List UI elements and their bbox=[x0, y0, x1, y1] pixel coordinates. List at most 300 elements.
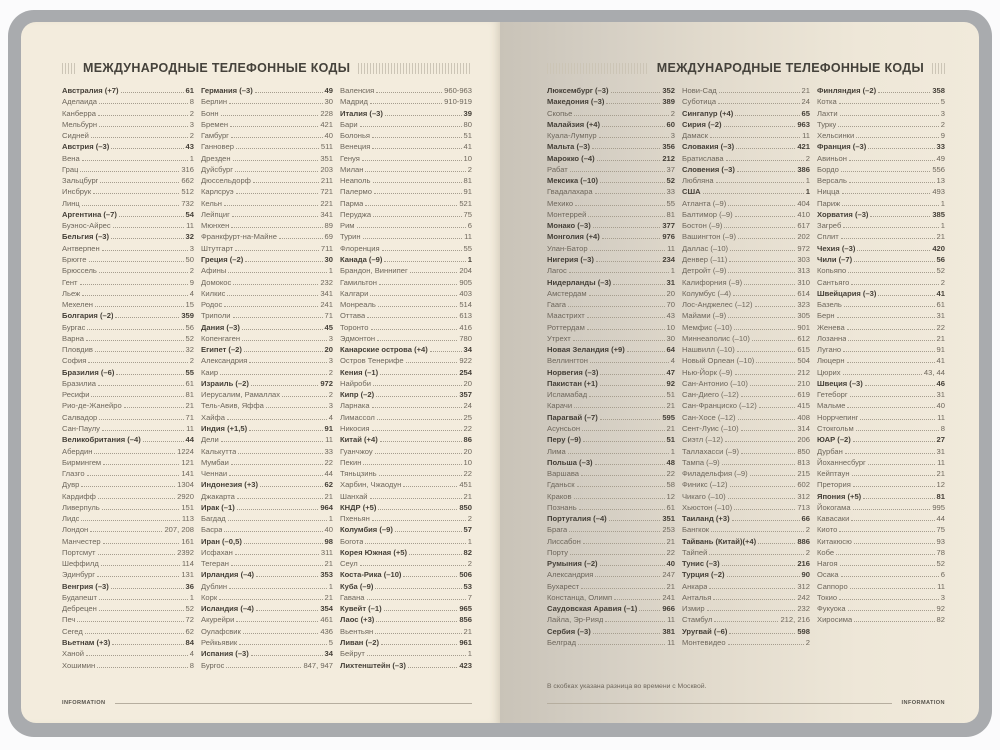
entry-label: Багдад bbox=[201, 514, 226, 524]
dot-leader bbox=[589, 295, 665, 296]
entry-code: 206 bbox=[797, 435, 810, 445]
entry-code: 51 bbox=[666, 390, 675, 400]
entry-label: Нови-Сад bbox=[682, 86, 717, 95]
entry-label: Грац bbox=[62, 164, 79, 174]
dot-leader bbox=[847, 329, 935, 330]
entry-label: Салвадор bbox=[62, 412, 98, 422]
entry-label: Варна bbox=[62, 333, 84, 343]
entry-label: Порту bbox=[547, 547, 569, 557]
country-code-row bbox=[340, 615, 472, 626]
dot-leader bbox=[227, 419, 327, 420]
city-code-row bbox=[340, 278, 472, 289]
city-code-row bbox=[201, 514, 333, 525]
country-code-row bbox=[547, 413, 675, 424]
dot-leader bbox=[377, 340, 457, 341]
entry-label: Домокос bbox=[201, 277, 232, 287]
entry-code: 11 bbox=[667, 638, 675, 648]
dot-leader bbox=[124, 407, 184, 408]
dot-leader bbox=[363, 464, 461, 465]
entry-label: Канада (–9) bbox=[340, 254, 383, 264]
city-code-row bbox=[340, 154, 472, 165]
dot-leader bbox=[82, 160, 188, 161]
dot-leader bbox=[718, 103, 799, 104]
city-code-row bbox=[547, 469, 675, 480]
entry-label: Лозанна bbox=[817, 333, 847, 343]
entry-code: 20 bbox=[463, 378, 472, 388]
entry-label: Ченнаи bbox=[201, 469, 228, 479]
city-code-row bbox=[817, 548, 945, 559]
entry-code: 421 bbox=[797, 142, 810, 152]
city-code-row bbox=[817, 356, 945, 367]
codes-column bbox=[817, 86, 945, 683]
entry-label: Венгрия (–3) bbox=[62, 581, 109, 591]
entry-label: Дувр bbox=[62, 480, 80, 490]
entry-code: 421 bbox=[320, 119, 333, 129]
city-code-row bbox=[817, 604, 945, 615]
entry-label: Рейкьявик bbox=[201, 638, 238, 648]
city-code-row bbox=[547, 165, 675, 176]
dot-leader bbox=[370, 498, 462, 499]
entry-label: Шанхай bbox=[340, 491, 368, 501]
entry-code: 8 bbox=[189, 97, 194, 107]
dot-leader bbox=[593, 227, 661, 228]
city-code-row bbox=[340, 334, 472, 345]
country-code-row bbox=[62, 582, 194, 593]
entry-code: 241 bbox=[662, 592, 675, 602]
dot-leader bbox=[582, 430, 665, 431]
city-code-row bbox=[817, 458, 945, 469]
entry-code: 11 bbox=[937, 412, 945, 422]
city-code-row bbox=[62, 300, 194, 311]
city-code-row bbox=[682, 176, 810, 187]
city-code-row bbox=[817, 582, 945, 593]
dot-leader bbox=[255, 92, 323, 93]
dot-leader bbox=[111, 238, 183, 239]
dot-leader bbox=[373, 216, 461, 217]
city-code-row bbox=[817, 165, 945, 176]
dot-leader bbox=[88, 362, 187, 363]
city-code-row bbox=[547, 199, 675, 210]
entry-code: 52 bbox=[936, 266, 945, 276]
country-code-row bbox=[62, 311, 194, 322]
city-code-row bbox=[817, 154, 945, 165]
dot-leader bbox=[235, 250, 319, 251]
dot-leader bbox=[233, 317, 323, 318]
entry-code: 24 bbox=[463, 401, 472, 411]
city-code-row bbox=[682, 368, 810, 379]
dot-leader bbox=[378, 306, 457, 307]
city-code-row bbox=[682, 311, 810, 322]
city-code-row bbox=[201, 165, 333, 176]
city-code-row bbox=[62, 649, 194, 660]
city-code-row bbox=[201, 627, 333, 638]
country-code-row bbox=[62, 142, 194, 153]
dot-leader bbox=[99, 419, 183, 420]
city-code-row bbox=[62, 390, 194, 401]
dot-leader bbox=[595, 576, 660, 577]
entry-label: Бари bbox=[340, 119, 358, 129]
entry-code: 44 bbox=[936, 514, 945, 524]
country-code-row bbox=[547, 379, 675, 390]
city-code-row bbox=[682, 131, 810, 142]
entry-code: 161 bbox=[181, 536, 194, 546]
city-code-row bbox=[817, 323, 945, 334]
codes-column bbox=[62, 86, 194, 683]
city-code-row bbox=[682, 255, 810, 266]
entry-label: Египет (–2) bbox=[201, 345, 242, 355]
entry-label: Колумбия (–9) bbox=[340, 525, 393, 535]
dot-leader bbox=[375, 633, 461, 634]
entry-code: 21 bbox=[936, 333, 945, 343]
dot-leader bbox=[266, 407, 327, 408]
dot-leader bbox=[224, 205, 318, 206]
entry-code: 314 bbox=[797, 423, 810, 433]
country-code-row bbox=[547, 458, 675, 469]
entry-code: 423 bbox=[459, 660, 472, 670]
entry-label: Польша (–3) bbox=[547, 457, 593, 467]
entry-code: 15 bbox=[185, 300, 194, 310]
entry-label: Ганновер bbox=[201, 142, 234, 152]
city-code-row bbox=[817, 266, 945, 277]
entry-label: Лайла, Эр-Рияд bbox=[547, 615, 604, 625]
entry-code: 22 bbox=[463, 423, 472, 433]
city-code-row bbox=[547, 356, 675, 367]
entry-label: Льеж bbox=[62, 288, 81, 298]
dot-leader bbox=[82, 205, 180, 206]
entry-code: 11 bbox=[937, 457, 945, 467]
dot-leader bbox=[382, 250, 462, 251]
entry-label: Тегеран bbox=[201, 559, 229, 569]
entry-label: Калькутта bbox=[201, 446, 237, 456]
city-code-row bbox=[682, 266, 810, 277]
entry-code: 521 bbox=[459, 198, 472, 208]
entry-label: Инсбрук bbox=[62, 187, 92, 197]
entry-code: 922 bbox=[459, 356, 472, 366]
country-code-row bbox=[201, 86, 333, 97]
dot-leader bbox=[256, 610, 318, 611]
city-code-row bbox=[340, 221, 472, 232]
entry-label: Асунсьон bbox=[547, 423, 581, 433]
dot-leader bbox=[843, 374, 922, 375]
entry-code: 36 bbox=[185, 581, 194, 591]
entry-label: Куба (–9) bbox=[340, 581, 374, 591]
entry-label: Цюрих bbox=[817, 367, 841, 377]
entry-code: 40 bbox=[324, 525, 333, 535]
dot-leader bbox=[143, 441, 184, 442]
entry-code: 44 bbox=[324, 469, 333, 479]
dot-leader bbox=[722, 464, 796, 465]
entry-code: 961 bbox=[459, 638, 472, 648]
city-code-row bbox=[682, 390, 810, 401]
city-code-row bbox=[201, 187, 333, 198]
dot-leader bbox=[728, 644, 804, 645]
city-code-row bbox=[682, 86, 810, 97]
entry-label: Хельсинки bbox=[817, 131, 855, 141]
city-code-row bbox=[682, 232, 810, 243]
entry-code: 972 bbox=[797, 243, 810, 253]
city-code-row bbox=[62, 627, 194, 638]
entry-label: Дюссельдорф bbox=[201, 176, 251, 186]
country-code-row bbox=[340, 548, 472, 559]
entry-code: 21 bbox=[666, 423, 675, 433]
city-code-row bbox=[62, 424, 194, 435]
city-code-row bbox=[817, 447, 945, 458]
entry-code: 21 bbox=[936, 469, 945, 479]
entry-code: 3 bbox=[328, 356, 333, 366]
city-code-row bbox=[817, 537, 945, 548]
city-code-row bbox=[682, 199, 810, 210]
entry-label: Тунис (–3) bbox=[682, 559, 720, 569]
entry-label: Калифорния (–9) bbox=[682, 277, 743, 287]
dot-leader bbox=[408, 667, 457, 668]
dot-leader bbox=[719, 92, 800, 93]
entry-label: Кавасаки bbox=[817, 514, 850, 524]
entry-code: 416 bbox=[459, 322, 472, 332]
entry-code: 813 bbox=[797, 457, 810, 467]
city-code-row bbox=[817, 413, 945, 424]
dot-leader bbox=[878, 92, 930, 93]
city-code-row bbox=[340, 176, 472, 187]
dot-leader bbox=[849, 182, 935, 183]
entry-label: Фукуока bbox=[817, 604, 846, 614]
entry-label: София bbox=[62, 356, 87, 366]
entry-code: 711 bbox=[320, 243, 333, 253]
dot-leader bbox=[239, 644, 327, 645]
entry-label: Эдинбург bbox=[62, 570, 95, 580]
entry-code: 21 bbox=[185, 401, 194, 411]
dot-leader bbox=[87, 475, 180, 476]
entry-label: Малайзия (+4) bbox=[547, 119, 601, 129]
entry-code: 131 bbox=[181, 570, 194, 580]
entry-code: 1 bbox=[805, 176, 810, 186]
entry-code: 3 bbox=[189, 243, 194, 253]
dot-leader bbox=[77, 621, 183, 622]
entry-code: 312 bbox=[797, 581, 810, 591]
entry-code: 57 bbox=[463, 525, 472, 535]
dot-leader bbox=[839, 531, 934, 532]
entry-label: Дели bbox=[201, 435, 219, 445]
entry-label: Новая Зеландия (+9) bbox=[547, 345, 625, 355]
country-code-row bbox=[547, 86, 675, 97]
city-code-row bbox=[201, 109, 333, 120]
entry-label: Италия (–3) bbox=[340, 108, 383, 118]
entry-label: Ирландия (–4) bbox=[201, 570, 255, 580]
dot-leader bbox=[251, 385, 318, 386]
dot-leader bbox=[98, 385, 184, 386]
dot-leader bbox=[251, 655, 323, 656]
country-code-row bbox=[547, 368, 675, 379]
city-code-row bbox=[201, 278, 333, 289]
entry-code: 2 bbox=[467, 559, 472, 569]
dot-leader bbox=[99, 272, 188, 273]
city-code-row bbox=[62, 413, 194, 424]
city-code-row bbox=[201, 661, 333, 672]
entry-code: 64 bbox=[666, 345, 675, 355]
entry-label: Портсмут bbox=[62, 547, 96, 557]
entry-label: Кения (–1) bbox=[340, 367, 379, 377]
entry-code: 341 bbox=[320, 209, 333, 219]
city-code-row bbox=[547, 615, 675, 626]
city-code-row bbox=[682, 447, 810, 458]
entry-code: 141 bbox=[181, 469, 194, 479]
entry-code: 313 bbox=[797, 266, 810, 276]
dot-leader bbox=[113, 227, 184, 228]
entry-code: 1 bbox=[805, 187, 810, 197]
entry-label: Тампа (–9) bbox=[682, 457, 720, 467]
entry-label: Македония (–3) bbox=[547, 97, 605, 107]
city-code-row bbox=[201, 199, 333, 210]
city-code-row bbox=[201, 334, 333, 345]
city-code-row bbox=[682, 548, 810, 559]
entry-label: Монтеррей bbox=[547, 209, 587, 219]
dot-leader bbox=[95, 306, 184, 307]
dot-leader bbox=[728, 317, 795, 318]
entry-label: Вена bbox=[62, 153, 80, 163]
entry-label: Кельн bbox=[201, 198, 222, 208]
dot-leader bbox=[583, 543, 665, 544]
entry-code: 52 bbox=[666, 176, 675, 186]
city-code-row bbox=[201, 266, 333, 277]
entry-label: Оттава bbox=[340, 311, 366, 321]
city-code-row bbox=[340, 97, 472, 108]
entry-label: Франкфурт-на-Майне bbox=[201, 232, 277, 242]
entry-code: 850 bbox=[797, 446, 810, 456]
diary-cover bbox=[8, 10, 992, 737]
page-title: МЕЖДУНАРОДНЫЕ ТЕЛЕФОННЫЕ КОДЫ bbox=[83, 61, 351, 75]
entry-code: 10 bbox=[463, 457, 472, 467]
dot-leader bbox=[707, 610, 796, 611]
entry-code: 404 bbox=[797, 198, 810, 208]
dot-leader bbox=[842, 193, 931, 194]
entry-label: Пакистан (+1) bbox=[547, 378, 598, 388]
entry-code: 33 bbox=[324, 446, 333, 456]
dot-leader bbox=[244, 543, 323, 544]
entry-code: 9 bbox=[940, 131, 945, 141]
city-code-row bbox=[817, 424, 945, 435]
country-code-row bbox=[340, 435, 472, 446]
city-code-row bbox=[682, 278, 810, 289]
entry-label: Коста-Рика (–10) bbox=[340, 570, 402, 580]
city-code-row bbox=[682, 638, 810, 649]
entry-code: 40 bbox=[936, 401, 945, 411]
entry-code: 1 bbox=[328, 581, 333, 591]
dot-leader bbox=[843, 351, 934, 352]
entry-label: Болгария (–2) bbox=[62, 311, 114, 321]
entry-label: Флоренция bbox=[340, 243, 380, 253]
entry-label: Нагоя bbox=[817, 559, 838, 569]
entry-code: 6 bbox=[940, 570, 945, 580]
city-code-row bbox=[547, 244, 675, 255]
entry-code: 4 bbox=[670, 356, 675, 366]
city-code-row bbox=[62, 131, 194, 142]
page-header-right bbox=[547, 59, 945, 77]
dot-leader bbox=[242, 340, 327, 341]
dot-leader bbox=[365, 171, 465, 172]
entry-label: Сантьяго bbox=[817, 277, 850, 287]
dot-leader bbox=[102, 250, 188, 251]
entry-code: 410 bbox=[797, 209, 810, 219]
entry-code: 506 bbox=[459, 570, 472, 580]
entry-label: Бордо bbox=[817, 164, 839, 174]
dot-leader bbox=[854, 621, 934, 622]
city-code-row bbox=[201, 131, 333, 142]
entry-label: Лондон bbox=[62, 525, 89, 535]
dot-leader bbox=[574, 407, 664, 408]
entry-code: 11 bbox=[464, 232, 472, 242]
hatch-stripe-icon bbox=[932, 63, 945, 74]
city-code-row bbox=[201, 142, 333, 153]
dot-leader bbox=[102, 430, 184, 431]
city-code-row bbox=[817, 109, 945, 120]
entry-label: Лиссабон bbox=[547, 536, 581, 546]
entry-label: Сербия (–3) bbox=[547, 626, 591, 636]
dot-leader bbox=[253, 182, 319, 183]
entry-label: Китакюсю bbox=[817, 536, 852, 546]
entry-code: 21 bbox=[666, 401, 675, 411]
dot-leader bbox=[755, 306, 796, 307]
entry-label: Бухарест bbox=[547, 581, 580, 591]
entry-label: Неаполь bbox=[340, 176, 371, 186]
country-code-row bbox=[817, 492, 945, 503]
entry-code: 3 bbox=[940, 592, 945, 602]
entry-label: Сплит bbox=[817, 232, 839, 242]
dot-leader bbox=[729, 261, 795, 262]
city-code-row bbox=[817, 368, 945, 379]
dot-leader bbox=[242, 329, 323, 330]
entry-label: Нидерланды (–3) bbox=[547, 277, 612, 287]
country-code-row bbox=[547, 278, 675, 289]
entry-code: 5 bbox=[940, 97, 945, 107]
country-code-row bbox=[547, 232, 675, 243]
entry-label: Дрезден bbox=[201, 153, 231, 163]
entry-label: Киото bbox=[817, 525, 838, 535]
entry-label: Токио bbox=[817, 592, 838, 602]
entry-code: 71 bbox=[324, 311, 333, 321]
entry-code: 92 bbox=[936, 604, 945, 614]
dot-leader bbox=[724, 227, 795, 228]
dot-leader bbox=[237, 509, 319, 510]
country-code-row bbox=[547, 559, 675, 570]
entry-label: Любляна bbox=[682, 176, 714, 186]
entry-code: 32 bbox=[185, 345, 194, 355]
country-code-row bbox=[201, 323, 333, 334]
dot-leader bbox=[741, 453, 795, 454]
city-code-row bbox=[62, 379, 194, 390]
entry-code: 1 bbox=[467, 254, 472, 264]
dot-leader bbox=[574, 115, 668, 116]
city-code-row bbox=[201, 615, 333, 626]
city-code-row bbox=[201, 593, 333, 604]
city-code-row bbox=[201, 458, 333, 469]
dot-leader bbox=[853, 486, 935, 487]
city-code-row bbox=[682, 379, 810, 390]
entry-label: Исламабад bbox=[547, 390, 588, 400]
dot-leader bbox=[219, 599, 322, 600]
entry-code: 121 bbox=[181, 457, 194, 467]
city-code-row bbox=[682, 401, 810, 412]
country-code-row bbox=[682, 187, 810, 198]
city-code-row bbox=[201, 582, 333, 593]
dot-leader bbox=[593, 633, 661, 634]
entry-label: Турция (–2) bbox=[682, 570, 725, 580]
entry-label: Брюссель bbox=[62, 266, 97, 276]
city-code-row bbox=[62, 199, 194, 210]
dot-leader bbox=[377, 419, 462, 420]
entry-code: 619 bbox=[797, 390, 810, 400]
dot-leader bbox=[710, 137, 800, 138]
country-code-row bbox=[682, 120, 810, 131]
country-code-row bbox=[340, 255, 472, 266]
